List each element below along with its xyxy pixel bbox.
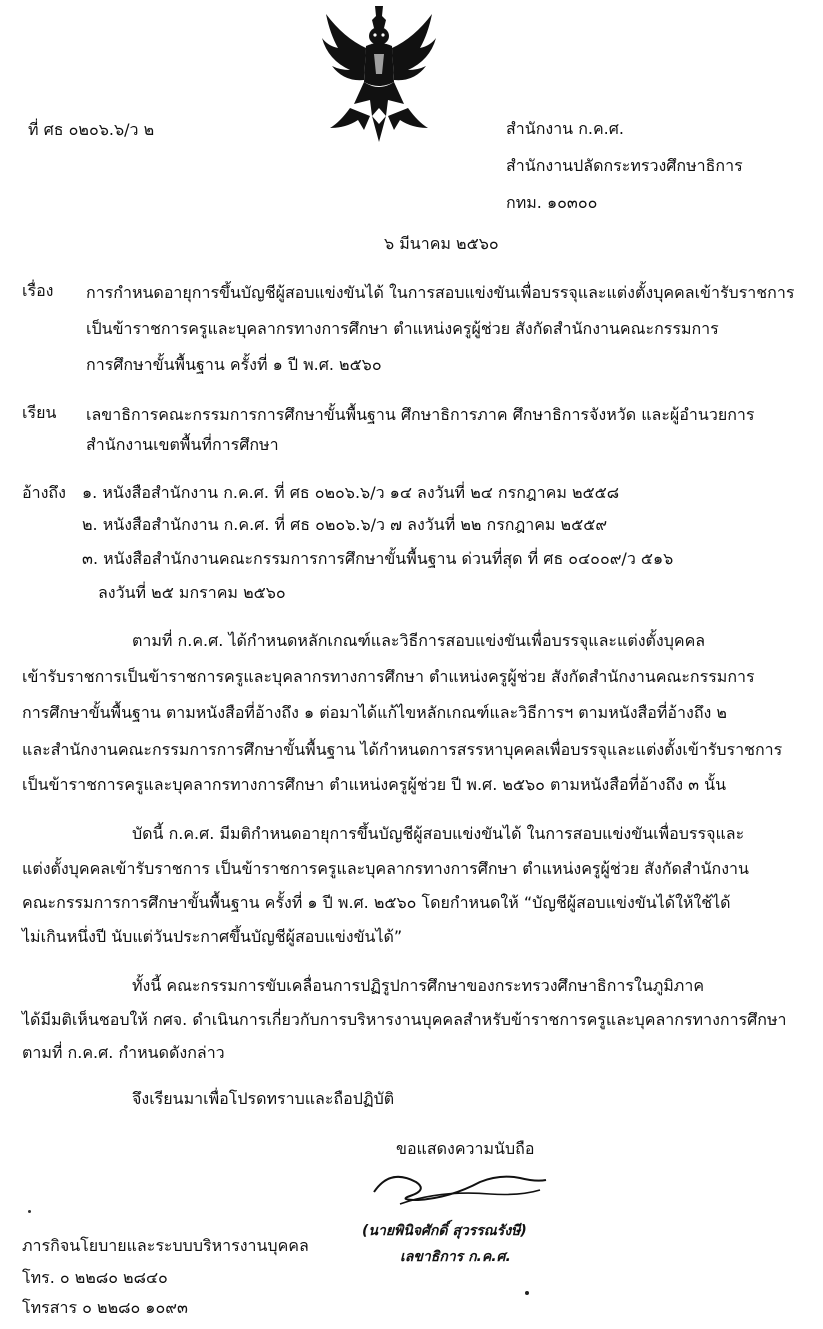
body-paragraph-line: บัดนี้ ก.ค.ศ. มีมติกำหนดอายุการขึ้นบัญชีผู้สอบแข่งขันได้ ในการสอบแข่งขันเพื่อบรรจุและ: [132, 824, 745, 843]
reference-item-continued: ลงวันที่ ๒๕ มกราคม ๒๕๖๐: [98, 583, 286, 602]
recipient-line: เลขาธิการคณะกรรมการการศึกษาขั้นพื้นฐาน ศึกษาธิการภาค ศึกษาธิการจังหวัด และผู้อำนวยการ: [86, 405, 755, 424]
subject-line: การศึกษาขั้นพื้นฐาน ครั้งที่ ๑ ปี พ.ศ. ๒๕๖๐: [86, 355, 382, 374]
mark-dot: [525, 1291, 529, 1295]
reference-item: ๓. หนังสือสำนักงานคณะกรรมการการศึกษาขั้นพื้นฐาน ด่วนที่สุด ที่ ศธ ๐๔๐๐๙/ว ๕๑๖: [82, 549, 674, 568]
body-paragraph-line: ทั้งนี้ คณะกรรมการขับเคลื่อนการปฏิรูปการศึกษาของกระทรวงศึกษาธิการในภูมิภาค: [132, 976, 705, 995]
contact-division: ภารกิจนโยบายและระบบบริหารงานบุคคล: [22, 1236, 309, 1255]
signatory-position: เลขาธิการ ก.ค.ศ.: [400, 1249, 511, 1265]
body-paragraph-line: และสำนักงานคณะกรรมการการศึกษาขั้นพื้นฐาน ได้กำหนดการสรรหาบุคคลเพื่อบรรจุและแต่งตั้งเข้ารับราชการ: [22, 740, 783, 759]
reference-item: ๒. หนังสือสำนักงาน ก.ค.ศ. ที่ ศธ ๐๒๐๖.๖/ว ๗ ลงวันที่ ๒๒ กรกฎาคม ๒๕๕๙: [82, 515, 608, 534]
body-paragraph-line: เป็นข้าราชการครูและบุคลากรทางการศึกษา ตำแหน่งครูผู้ช่วย ปี พ.ศ. ๒๕๖๐ ตามหนังสือที่อ้างถึง ๓ นั้น: [22, 775, 727, 794]
office-name: สำนักงาน ก.ค.ศ.: [506, 119, 624, 138]
body-paragraph-line: ตามที่ ก.ค.ศ. กำหนดดังกล่าว: [22, 1043, 225, 1062]
garuda-emblem-icon: [320, 4, 438, 144]
regards-text: ขอแสดงความนับถือ: [396, 1139, 535, 1158]
recipient-line: สำนักงานเขตพื้นที่การศึกษา: [86, 435, 279, 454]
body-paragraph-line: ไม่เกินหนึ่งปี นับแต่วันประกาศขึ้นบัญชีผู้สอบแข่งขันได้”: [22, 927, 403, 946]
reference-item: ๑. หนังสือสำนักงาน ก.ค.ศ. ที่ ศธ ๐๒๐๖.๖/ว ๑๔ ลงวันที่ ๒๔ กรกฎาคม ๒๕๕๘: [82, 483, 620, 502]
mark-dot: [28, 1210, 31, 1213]
signatory-name: (นายพินิจศักดิ์ สุวรรณรังษี): [362, 1223, 527, 1239]
document-number: ที่ ศธ ๐๒๐๖.๖/ว ๒: [28, 120, 155, 139]
references-label: อ้างถึง: [22, 483, 66, 502]
subject-line: การกำหนดอายุการขึ้นบัญชีผู้สอบแข่งขันได้ ในการสอบแข่งขันเพื่อบรรจุและแต่งตั้งบุคคลเข้ารับราชการ: [86, 283, 795, 302]
signature-icon: [370, 1160, 550, 1210]
body-paragraph-line: เข้ารับราชการเป็นข้าราชการครูและบุคลากรทางการศึกษา ตำแหน่งครูผู้ช่วย สังกัดสำนักงานคณะกรรมการ: [22, 667, 755, 686]
closing-line: จึงเรียนมาเพื่อโปรดทราบและถือปฏิบัติ: [132, 1089, 395, 1108]
contact-phone: โทร. ๐ ๒๒๘๐ ๒๘๔๐: [22, 1268, 168, 1287]
subject-label: เรื่อง: [22, 281, 54, 300]
office-ministry: สำนักงานปลัดกระทรวงศึกษาธิการ: [506, 156, 743, 175]
body-paragraph-line: ตามที่ ก.ค.ศ. ได้กำหนดหลักเกณฑ์และวิธีการสอบแข่งขันเพื่อบรรจุและแต่งตั้งบุคคล: [132, 631, 706, 650]
body-paragraph-line: การศึกษาขั้นพื้นฐาน ตามหนังสือที่อ้างถึง ๑ ต่อมาได้แก้ไขหลักเกณฑ์และวิธีการฯ ตามหนังสือที่อ้างถึง ๒: [22, 703, 727, 722]
office-postcode: กทม. ๑๐๓๐๐: [506, 193, 598, 212]
document-date: ๖ มีนาคม ๒๕๖๐: [384, 234, 499, 253]
contact-fax: โทรสาร ๐ ๒๒๘๐ ๑๐๙๓: [22, 1298, 188, 1317]
body-paragraph-line: คณะกรรมการการศึกษาขั้นพื้นฐาน ครั้งที่ ๑ ปี พ.ศ. ๒๕๖๐ โดยกำหนดให้ “บัญชีผู้สอบแข่งขันได้ให้ใช้ได้: [22, 893, 731, 912]
body-paragraph-line: แต่งตั้งบุคคลเข้ารับราชการ เป็นข้าราชการครูและบุคลากรทางการศึกษา ตำแหน่งครูผู้ช่วย สังกัดสำนักงาน: [22, 859, 749, 878]
body-paragraph-line: ได้มีมติเห็นชอบให้ กศจ. ดำเนินการเกี่ยวกับการบริหารงานบุคคลสำหรับข้าราชการครูและบุคลากรทางการศึกษา: [22, 1010, 787, 1029]
subject-line: เป็นข้าราชการครูและบุคลากรทางการศึกษา ตำแหน่งครูผู้ช่วย สังกัดสำนักงานคณะกรรมการ: [86, 319, 719, 338]
recipient-label: เรียน: [22, 403, 57, 422]
